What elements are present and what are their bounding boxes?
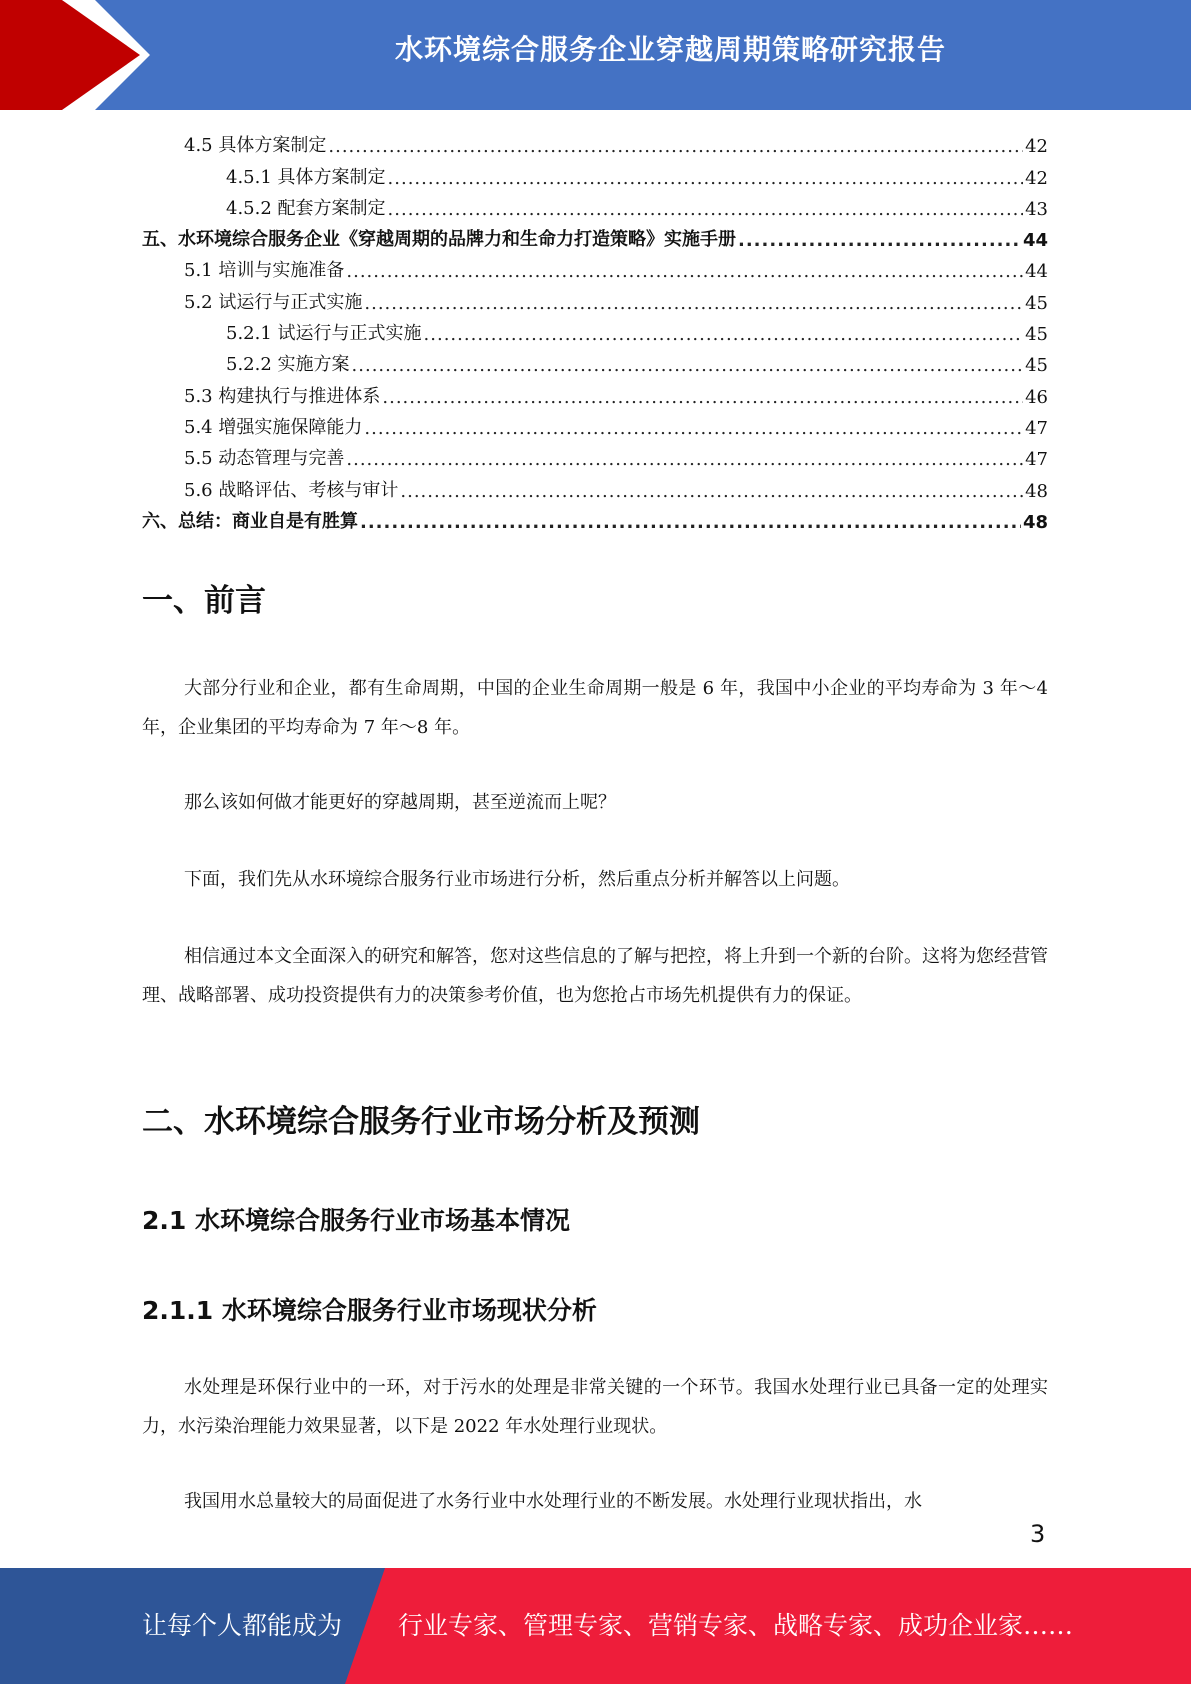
toc-entry[interactable] xyxy=(142,220,1048,251)
toc-entry-title xyxy=(142,507,358,533)
toc-entry-text: 具体方案制定 xyxy=(277,166,386,188)
toc-entry-number: 5.4 xyxy=(184,416,213,438)
paragraph: 水处理是环保行业中的一环，对于污水的处理是非常关键的一个环节。我国水处理行业已具备一定的处理实力，水污染治理能力效果显著，以下是 2022 年水处理行业现状。 xyxy=(142,1377,1048,1437)
toc-entry-text: 构建执行与推进体系 xyxy=(218,385,381,407)
paragraph: 下面，我们先从水环境综合服务行业市场进行分析，然后重点分析并解答以上问题。 xyxy=(184,869,850,890)
toc-entry-title xyxy=(184,444,344,470)
toc-entry-number: 5.1 xyxy=(184,260,213,282)
toc-entry-title xyxy=(184,382,380,408)
toc-entry-title xyxy=(226,194,386,220)
toc-entry-text: 增强实施保障能力 xyxy=(218,416,363,438)
toc-leader-dots xyxy=(352,355,1024,376)
toc-leader-dots xyxy=(388,199,1024,220)
toc-page-number: 42 xyxy=(1025,167,1048,189)
subsection-heading: 2.1 水环境综合服务行业市场基本情况 xyxy=(142,1206,570,1235)
paragraph: 大部分行业和企业，都有生命周期，中国的企业生命周期一般是 6 年，我国中小企业的平均寿命为 3 年～4 年，企业集团的平均寿命为 7 年～8 年。 xyxy=(142,678,1048,738)
toc-entry-title xyxy=(184,288,362,314)
toc-page-number: 43 xyxy=(1025,198,1048,220)
toc-entry-title xyxy=(142,225,736,251)
toc-leader-dots xyxy=(364,293,1023,314)
toc-entry-number: 5.6 xyxy=(184,479,213,501)
toc-entry-text: 动态管理与完善 xyxy=(218,448,345,470)
toc-entry-title xyxy=(226,350,350,376)
toc-page-number: 46 xyxy=(1025,386,1048,408)
section-heading-preface: 一、前言 xyxy=(142,583,266,619)
toc-entry-text: 实施方案 xyxy=(277,354,350,376)
toc-entry-number: 4.5.1 xyxy=(226,166,272,188)
toc-entry-number: 5.2.1 xyxy=(226,323,272,345)
toc-entry-title xyxy=(184,476,398,502)
toc-entry[interactable] xyxy=(142,157,1048,188)
toc-entry-text: 配套方案制定 xyxy=(277,197,386,219)
toc-entry-number: 5.3 xyxy=(184,385,213,407)
toc-entry[interactable] xyxy=(142,345,1048,376)
page-footer xyxy=(0,1568,1191,1684)
toc-entry[interactable] xyxy=(142,314,1048,345)
toc-entry-text: 战略评估、考核与审计 xyxy=(218,479,399,501)
toc-page-number: 45 xyxy=(1025,324,1048,346)
toc-page-number: 44 xyxy=(1022,230,1048,252)
toc-entry-number: 5.5 xyxy=(184,448,213,470)
toc-entry-text: 培训与实施准备 xyxy=(218,260,345,282)
toc-leader-dots xyxy=(400,481,1023,502)
paragraph: 相信通过本文全面深入的研究和解答，您对这些信息的了解与把控，将上升到一个新的台阶。这将为您经营管理、战略部署、成功投资提供有力的决策参考价值，也为您抢占市场先机提供有力的保证。 xyxy=(142,946,1048,1006)
toc-leader-dots xyxy=(388,168,1024,189)
page-number: 3 xyxy=(1030,1520,1046,1548)
toc-page-number: 44 xyxy=(1025,261,1048,283)
toc-entry[interactable] xyxy=(142,439,1048,470)
toc-entry[interactable] xyxy=(142,282,1048,313)
toc-leader-dots xyxy=(382,387,1023,408)
footer-slogan-left: 让每个人都能成为 xyxy=(142,1611,343,1640)
toc-page-number: 48 xyxy=(1022,511,1048,533)
subsection-heading: 2.1.1 水环境综合服务行业市场现状分析 xyxy=(142,1296,597,1325)
toc-entry-text: 六、总结：商业自是有胜算 xyxy=(142,510,358,532)
toc-leader-dots xyxy=(364,418,1023,439)
toc-leader-dots xyxy=(328,136,1023,157)
toc-entry-title xyxy=(226,163,386,189)
toc-page-number: 48 xyxy=(1025,480,1048,502)
report-title: 水环境综合服务企业穿越周期策略研究报告 xyxy=(394,33,946,66)
toc-entry-number: 4.5 xyxy=(184,135,213,157)
toc-entry-title xyxy=(184,413,362,439)
toc-entry-text: 具体方案制定 xyxy=(218,135,327,157)
toc-page-number: 45 xyxy=(1025,292,1048,314)
table-of-contents xyxy=(142,126,1048,533)
toc-entry-number: 5.2 xyxy=(184,291,213,313)
toc-page-number: 47 xyxy=(1025,417,1048,439)
footer-slogan-right: 行业专家、管理专家、营销专家、战略专家、成功企业家…… xyxy=(398,1611,1074,1640)
toc-entry[interactable] xyxy=(142,470,1048,501)
toc-leader-dots xyxy=(738,230,1021,251)
toc-page-number: 42 xyxy=(1025,136,1048,158)
toc-entry-title xyxy=(226,319,422,345)
toc-entry[interactable] xyxy=(142,408,1048,439)
toc-entry-title xyxy=(184,256,344,282)
toc-entry-text: 试运行与正式实施 xyxy=(277,323,422,345)
paragraph: 那么该如何做才能更好的穿越周期，甚至逆流而上呢？ xyxy=(184,792,616,813)
toc-leader-dots xyxy=(346,261,1023,282)
toc-entry[interactable] xyxy=(142,126,1048,157)
page-header xyxy=(0,0,1191,110)
paragraph: 我国用水总量较大的局面促进了水务行业中水处理行业的不断发展。水处理行业现状指出，水 xyxy=(184,1491,922,1512)
toc-entry[interactable] xyxy=(142,251,1048,282)
toc-entry-number: 4.5.2 xyxy=(226,197,272,219)
toc-entry-title xyxy=(184,131,326,157)
toc-page-number: 45 xyxy=(1025,355,1048,377)
section-heading-market-analysis: 二、水环境综合服务行业市场分析及预测 xyxy=(142,1104,700,1140)
toc-leader-dots xyxy=(360,512,1021,533)
toc-entry[interactable] xyxy=(142,376,1048,407)
toc-leader-dots xyxy=(346,449,1023,470)
toc-page-number: 47 xyxy=(1025,449,1048,471)
toc-entry-text: 五、水环境综合服务企业《穿越周期的品牌力和生命力打造策略》实施手册 xyxy=(142,229,736,251)
toc-entry[interactable] xyxy=(142,189,1048,220)
toc-leader-dots xyxy=(424,324,1024,345)
toc-entry-number: 5.2.2 xyxy=(226,354,272,376)
toc-entry-text: 试运行与正式实施 xyxy=(218,291,363,313)
toc-entry[interactable] xyxy=(142,502,1048,533)
